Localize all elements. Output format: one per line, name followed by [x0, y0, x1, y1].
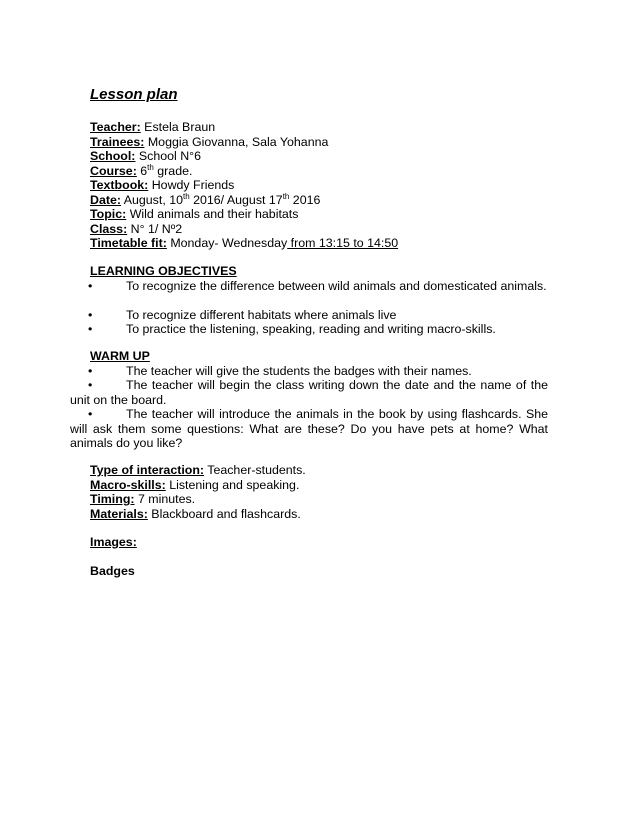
date-part-b: 2016/ August 17	[189, 192, 283, 207]
class-label: Class:	[90, 221, 128, 236]
macro-skills-value: Listening and speaking.	[165, 477, 300, 492]
trainees-line	[90, 135, 328, 150]
timetable-line	[90, 236, 398, 251]
date-superscript-1: th	[183, 191, 190, 201]
objective-text: To practice the listening, speaking, reading and writing macro-skills.	[126, 322, 496, 336]
objectives-heading: LEARNING OBJECTIVES	[90, 264, 237, 278]
warmup-item	[70, 378, 548, 407]
objective-item	[70, 322, 548, 337]
timetable-label: Timetable fit:	[90, 236, 167, 250]
school-line	[90, 149, 201, 164]
objective-item	[70, 279, 548, 294]
textbook-label: Textbook:	[90, 178, 149, 192]
interaction-label: Type of interaction:	[90, 463, 205, 477]
materials-label: Materials:	[90, 506, 148, 521]
class-line	[90, 222, 182, 237]
date-line	[90, 193, 320, 208]
school-label: School:	[90, 149, 136, 163]
images-heading: Images:	[90, 535, 137, 549]
timetable-time: from 13:15 to 14:50	[287, 236, 399, 250]
trainees-value: Moggia Giovanna, Sala Yohanna	[144, 134, 329, 149]
course-number: 6	[136, 163, 148, 178]
teacher-value: Estela Braun	[140, 120, 216, 134]
objective-item	[70, 308, 548, 323]
bullet-icon: •	[88, 363, 93, 378]
warmup-text: The teacher will give the students the badges with their names.	[126, 363, 472, 378]
date-part-a: August, 10	[120, 192, 183, 207]
school-value: School N°6	[135, 149, 202, 163]
date-label: Date:	[90, 192, 121, 207]
bullet-icon: •	[88, 322, 93, 336]
bullet-icon: •	[88, 378, 93, 392]
teacher-line	[90, 120, 215, 135]
timing-line	[90, 492, 195, 507]
warmup-item	[70, 364, 548, 379]
course-superscript: th	[147, 162, 154, 172]
timing-value: 7 minutes.	[134, 492, 196, 506]
warmup-text: The teacher will begin the class writing down the date and the name of the unit on the board.	[70, 378, 548, 407]
topic-label: Topic:	[90, 207, 127, 221]
textbook-line	[90, 178, 234, 193]
date-superscript-2: th	[282, 191, 290, 201]
page-title: Lesson plan	[90, 86, 178, 103]
teacher-label: Teacher:	[90, 120, 141, 134]
course-line	[90, 164, 192, 179]
warmup-heading: WARM UP	[90, 349, 150, 363]
course-rest: grade.	[153, 163, 193, 178]
timing-label: Timing:	[90, 492, 135, 506]
interaction-value: Teacher-students.	[204, 463, 306, 477]
topic-line	[90, 207, 298, 222]
warmup-item	[70, 407, 548, 451]
badges-heading: Badges	[90, 564, 135, 578]
class-value: N° 1/ Nº2	[127, 221, 183, 236]
topic-value: Wild animals and their habitats	[126, 207, 299, 221]
date-part-c: 2016	[289, 192, 321, 207]
interaction-line	[90, 463, 306, 478]
materials-line	[90, 507, 301, 522]
bullet-icon: •	[88, 307, 93, 322]
warmup-text: The teacher will introduce the animals in the book by using flashcards. She will ask them some questions: What are these? Do you have pets at home? What animals do you like?	[70, 407, 548, 451]
objective-text: To recognize different habitats where animals live	[126, 307, 397, 322]
textbook-value: Howdy Friends	[148, 178, 235, 192]
materials-value: Blackboard and flashcards.	[147, 506, 301, 521]
macro-skills-label: Macro-skills:	[90, 477, 166, 492]
course-label: Course:	[90, 163, 137, 178]
timetable-days: Monday- Wednesday	[166, 236, 288, 250]
trainees-label: Trainees:	[90, 134, 145, 149]
bullet-icon: •	[88, 278, 93, 293]
objective-text: To recognize the difference between wild animals and domesticated animals.	[126, 278, 547, 293]
bullet-icon: •	[88, 407, 93, 421]
macro-skills-line	[90, 478, 299, 493]
